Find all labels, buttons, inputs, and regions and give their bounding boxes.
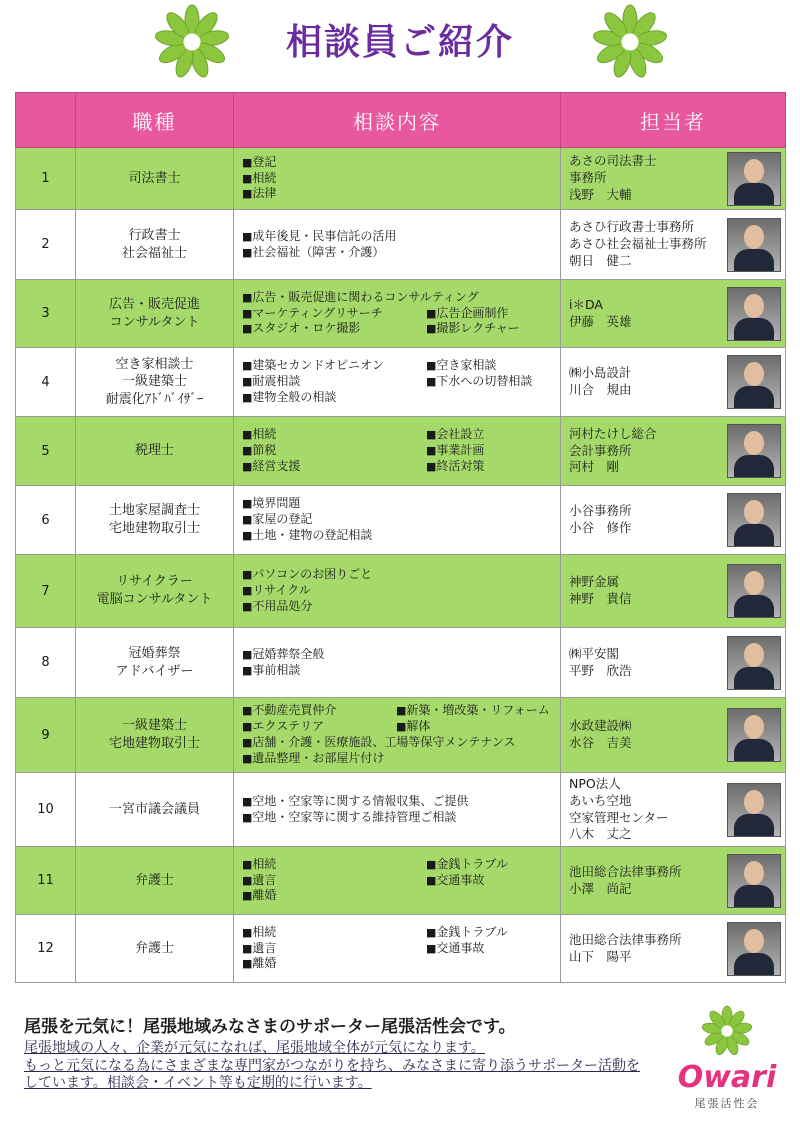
row-number: 6 [16, 486, 76, 555]
header-job: 職種 [76, 93, 234, 148]
consult-item: ■ 節税 [242, 443, 426, 459]
person-line: 小谷事務所 [569, 503, 632, 519]
consult-item: ■ 不動産売買仲介 [242, 703, 396, 719]
person-line: 小澤 尚記 [569, 880, 632, 896]
job-title [76, 417, 234, 486]
job-title [76, 773, 234, 847]
person-photo-icon [727, 152, 781, 206]
consult-item: ■ 遺言 [242, 941, 426, 957]
consult-item: ■ スタジオ・ロケ撮影 [242, 321, 426, 337]
job-line: 耐震化ｱﾄﾞﾊﾞｲｻﾞｰ [105, 391, 204, 407]
job-line: 弁護士 [134, 940, 174, 956]
row-number: 3 [16, 280, 76, 348]
person-photo-icon [727, 922, 781, 976]
job-line: リサイクラー [116, 574, 193, 590]
person-line: 池田総合法律事務所 [569, 863, 682, 879]
consult-item: ■ 終活対策 [426, 459, 552, 475]
person-line: 河村たけし総合 [569, 425, 657, 441]
consult-item: ■ 交通事故 [426, 941, 552, 957]
consult-content [234, 628, 561, 698]
person-line: 平野 欣浩 [569, 662, 632, 678]
job-line: 宅地建物取引士 [108, 521, 200, 536]
person-photo-icon [727, 636, 781, 690]
consult-item: ■ 離婚 [242, 956, 426, 972]
row-number: 8 [16, 628, 76, 698]
consult-item: ■ 金銭トラブル [426, 857, 552, 873]
person-photo-icon [727, 218, 781, 272]
consult-item: ■ 耐震相談 [242, 374, 426, 390]
consult-item: ■ 解体 [396, 719, 552, 735]
person-line: 伊藤 英雄 [569, 313, 632, 329]
person-line: 八木 丈之 [569, 826, 632, 842]
consult-item: ■ 広告・販売促進に関わるコンサルティング [242, 290, 552, 306]
consult-item: ■ 空地・空家等に関する維持管理ご相談 [242, 810, 552, 826]
job-line: アドバイザー [115, 663, 194, 679]
person-cell [561, 280, 786, 348]
consult-item: ■ エクステリア [242, 719, 396, 735]
job-title [76, 628, 234, 698]
person-line: 朝日 健二 [569, 252, 632, 268]
table-row [16, 280, 786, 348]
job-line: 行政書士 [128, 227, 181, 243]
job-line: 税理士 [134, 443, 174, 459]
person-line: あいち空地 [569, 792, 632, 808]
table-row [16, 417, 786, 486]
consult-content [234, 348, 561, 417]
job-line: 弁護士 [134, 872, 174, 888]
consult-item: ■ 交通事故 [426, 873, 552, 889]
person-line: 小谷 修作 [569, 520, 632, 535]
person-cell [561, 148, 786, 210]
consult-item: ■ 遺言 [242, 873, 426, 889]
person-cell [561, 210, 786, 280]
logo-subtitle: 尾張活性会 [694, 1097, 760, 1110]
person-cell [561, 698, 786, 773]
footer-line: 尾張地域の人々、企業が元気になれば、尾張地域全体が元気になります。 [24, 1040, 485, 1056]
flower-icon-logo [698, 1004, 756, 1058]
person-cell [561, 417, 786, 486]
consult-item: ■ 広告企画制作 [426, 306, 552, 322]
consult-item: ■ 社会福祉（障害・介護） [242, 245, 552, 261]
consult-content [234, 210, 561, 280]
table-row [16, 847, 786, 915]
person-photo-icon [727, 355, 781, 409]
job-title [76, 698, 234, 773]
consult-item: ■ 空地・空家等に関する情報収集、ご提供 [242, 794, 552, 810]
consult-content [234, 915, 561, 983]
person-line: ㈱平安閣 [569, 645, 620, 661]
person-photo-icon [727, 287, 781, 341]
job-title [76, 148, 234, 210]
consult-item: ■ 遺品整理・お部屋片付け [242, 751, 552, 767]
job-line: 一級建築士 [121, 374, 187, 390]
consult-item: ■ 相続 [242, 171, 552, 187]
consult-item: ■ 新築・増改築・リフォーム [396, 703, 552, 719]
job-line: 一宮市議会議員 [108, 801, 200, 817]
consult-item: ■ 相続 [242, 427, 426, 443]
person-line: 会計事務所 [569, 442, 632, 458]
consult-item: ■ 事前相談 [242, 663, 552, 679]
footer-line: しています。相談会・イベント等も定期的に行います。 [24, 1075, 372, 1091]
consult-item: ■ 店舗・介護・医療施設、工場等保守メンテナンス [242, 735, 552, 751]
table-row [16, 555, 786, 628]
person-line: NPO法人 [569, 775, 621, 791]
person-cell [561, 348, 786, 417]
footer-headline: 尾張を元気に！尾張地域みなさまのサポーター尾張活性会です。 [24, 1017, 516, 1037]
person-line: 浅野 大輔 [569, 186, 632, 202]
row-number: 11 [16, 847, 76, 915]
table-row [16, 628, 786, 698]
person-line: 水政建設㈱ [569, 718, 632, 734]
person-cell [561, 486, 786, 555]
job-line: コンサルタント [109, 314, 200, 330]
person-line: あさひ行政書士事務所 [569, 219, 695, 235]
person-line: 神野金属 [569, 574, 620, 590]
person-cell [561, 555, 786, 628]
consult-content [234, 698, 561, 773]
person-line: 空家管理センター [569, 809, 669, 825]
person-photo-icon [727, 854, 781, 908]
table-row [16, 210, 786, 280]
consult-content [234, 847, 561, 915]
person-line: 水谷 吉美 [569, 735, 632, 750]
job-line: 電脳コンサルタント [96, 592, 213, 607]
header-content: 相談内容 [234, 93, 561, 148]
consult-content [234, 417, 561, 486]
page-title: 相談員ご紹介 [285, 22, 514, 63]
job-line: 一級建築士 [121, 718, 187, 734]
job-line: 冠婚葬祭 [128, 645, 181, 661]
person-line: 事務所 [569, 170, 607, 186]
consult-item: ■ マーケティングリサーチ [242, 306, 426, 322]
consult-item: ■ 登記 [242, 155, 552, 171]
consult-content [234, 773, 561, 847]
person-photo-icon [727, 493, 781, 547]
table-row [16, 773, 786, 847]
consult-item: ■ 境界問題 [242, 496, 552, 512]
footer-message [24, 1012, 664, 1093]
footer-line: もっと元気になる為にさまざまな専門家がつながりを持ち、みなさまに寄り添うサポーター活動を [24, 1057, 640, 1074]
consult-content [234, 280, 561, 348]
person-cell [561, 847, 786, 915]
consult-item: ■ 撮影レクチャー [426, 321, 552, 337]
person-line: 山下 陽平 [569, 948, 632, 964]
job-title [76, 555, 234, 628]
person-line: 川合 規由 [569, 382, 632, 397]
job-line: 社会福祉士 [121, 245, 187, 261]
person-line: ㈱小島設計 [569, 365, 632, 381]
row-number: 1 [16, 148, 76, 210]
person-photo-icon [727, 424, 781, 478]
person-line: 河村 剛 [569, 459, 620, 475]
job-line: 宅地建物取引士 [108, 736, 200, 751]
consult-item: ■ 下水への切替相談 [426, 374, 552, 390]
job-title [76, 280, 234, 348]
row-number: 5 [16, 417, 76, 486]
person-line: 池田総合法律事務所 [569, 931, 682, 947]
person-photo-icon [727, 708, 781, 762]
row-number: 4 [16, 348, 76, 417]
consult-item: ■ リサイクル [242, 583, 552, 599]
consult-item: ■ 会社設立 [426, 427, 552, 443]
row-number: 12 [16, 915, 76, 983]
job-title [76, 486, 234, 555]
row-number: 2 [16, 210, 76, 280]
consult-item: ■ 建物全般の相談 [242, 390, 426, 406]
logo-word: Owari [677, 1060, 777, 1095]
job-title [76, 348, 234, 417]
table-row [16, 698, 786, 773]
consult-item: ■ 建築セカンドオピニオン [242, 358, 426, 374]
job-title [76, 210, 234, 280]
consult-item: ■ 成年後見・民事信託の活用 [242, 229, 552, 245]
person-cell [561, 773, 786, 847]
job-line: 空き家相談士 [115, 356, 194, 372]
consult-item: ■ 家屋の登記 [242, 512, 552, 528]
consult-item: ■ 相続 [242, 925, 426, 941]
person-line: 神野 貴信 [569, 591, 632, 606]
consult-item: ■ 経営支援 [242, 459, 426, 475]
table-row [16, 348, 786, 417]
consult-item: ■ 法律 [242, 186, 552, 202]
consult-item: ■ 冠婚葬祭全般 [242, 647, 552, 663]
table-row [16, 486, 786, 555]
job-line: 司法書士 [128, 170, 181, 186]
row-number: 9 [16, 698, 76, 773]
consult-content [234, 555, 561, 628]
table-header-row [16, 93, 786, 148]
consult-content [234, 148, 561, 210]
person-line: あさの司法書士 [569, 153, 657, 169]
row-number: 10 [16, 773, 76, 847]
consultant-table [15, 92, 786, 983]
job-title [76, 847, 234, 915]
consult-item: ■ 相続 [242, 857, 426, 873]
person-photo-icon [727, 783, 781, 837]
person-line: i＊DA [569, 296, 603, 312]
consult-item: ■ 不用品処分 [242, 599, 552, 615]
header-blank [16, 93, 76, 148]
person-cell [561, 915, 786, 983]
consult-item: ■ 事業計画 [426, 443, 552, 459]
consult-content [234, 486, 561, 555]
job-line: 土地家屋調査士 [108, 503, 200, 519]
table-row [16, 915, 786, 983]
consult-item: ■ 金銭トラブル [426, 925, 552, 941]
consult-item: ■ 離婚 [242, 888, 426, 904]
person-photo-icon [727, 564, 781, 618]
owari-logo [672, 1004, 782, 1111]
job-title [76, 915, 234, 983]
person-line: あさひ社会福祉士事務所 [569, 236, 707, 252]
job-line: 広告・販売促進 [108, 296, 200, 312]
consult-item: ■ 土地・建物の登記相談 [242, 528, 552, 544]
row-number: 7 [16, 555, 76, 628]
header-person: 担当者 [561, 93, 786, 148]
consult-item: ■ パソコンのお困りごと [242, 567, 552, 583]
table-row [16, 148, 786, 210]
person-cell [561, 628, 786, 698]
consult-item: ■ 空き家相談 [426, 358, 552, 374]
